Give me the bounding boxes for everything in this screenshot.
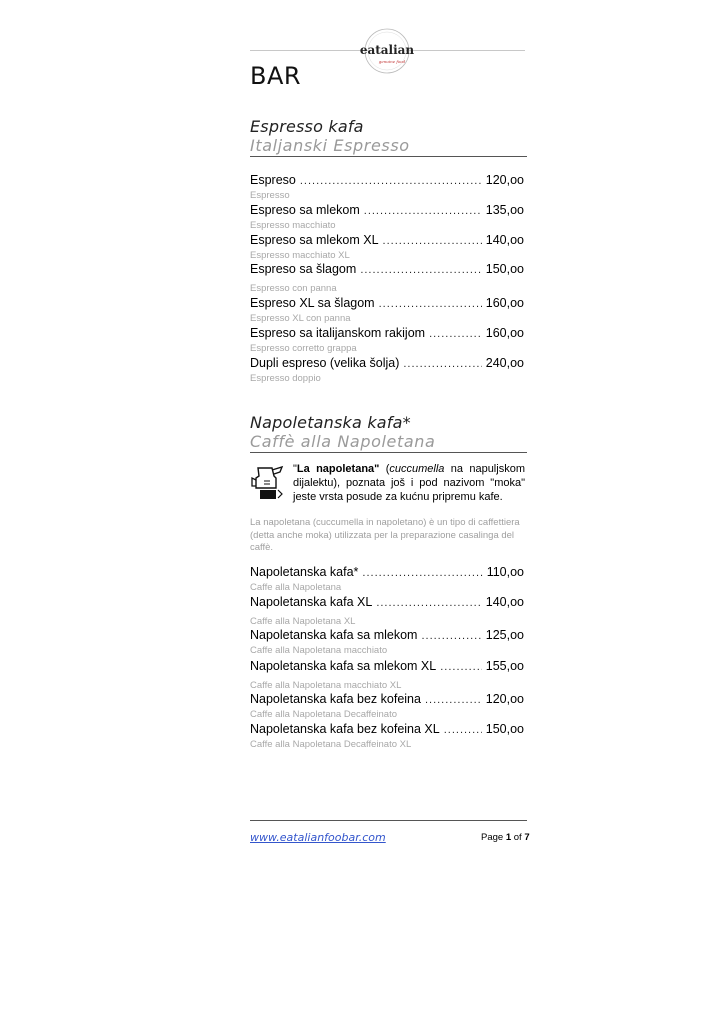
item-italian-name: Caffe alla Napoletana macchiato XL — [250, 680, 402, 691]
item-italian-name: Caffe alla Napoletana macchiato — [250, 645, 388, 656]
menu-item — [250, 628, 524, 657]
footer-rule — [250, 820, 527, 821]
item-price: 160,oo — [485, 326, 524, 340]
menu-item — [250, 722, 524, 751]
item-italian-name: Espresso macchiato — [250, 220, 336, 231]
section-title-napoletana: Napoletanska kafa* — [250, 413, 411, 432]
item-name: Espreso sa italijanskom rakijom — [250, 326, 426, 340]
menu-item — [250, 173, 524, 202]
item-name: Napoletanska kafa sa mlekom — [250, 628, 418, 642]
menu-item — [250, 565, 524, 594]
item-price: 125,oo — [485, 628, 524, 642]
section-subtitle-napoletana: Caffè alla Napoletana — [250, 432, 436, 451]
moka-pot-icon — [250, 464, 286, 502]
napoletana-italian-description: La napoletana (cuccumella in napoletano) è un tipo di caffettiera (detta anche moka) utilizzata per la preparazione casalinga del caffè. — [250, 517, 520, 553]
item-price: 135,oo — [485, 203, 524, 217]
dot-leader — [383, 234, 482, 249]
item-italian-name: Espresso con panna — [250, 283, 337, 294]
item-price: 120,oo — [485, 173, 524, 187]
item-name: Espreso sa mlekom XL — [250, 233, 379, 247]
svg-text:eatalian: eatalian — [359, 43, 415, 57]
logo-mark — [356, 26, 418, 76]
item-name: Espreso sa šlagom — [250, 262, 357, 276]
dot-leader — [376, 596, 481, 611]
menu-item — [250, 233, 524, 262]
dot-leader — [444, 723, 482, 738]
dot-leader — [403, 357, 481, 372]
item-italian-name: Espresso corretto grappa — [250, 343, 357, 354]
item-italian-name: Caffe alla Napoletana XL — [250, 616, 356, 627]
website-link[interactable]: www.eatalianfoobar.com — [250, 831, 386, 844]
eatalian-logo — [356, 26, 418, 76]
dot-leader — [362, 566, 482, 581]
menu-item — [250, 692, 524, 721]
menu-item — [250, 595, 524, 628]
section-rule — [250, 452, 527, 453]
napoletana-description: "La napoletana" (cuccumella na napuljskom dijalektu), poznata još i pod nazivom "moka" jeste vrsta posude za kućnu pripremu kafe. — [293, 463, 525, 503]
menu-item — [250, 262, 524, 295]
section-subtitle-espresso: Italjanski Espresso — [250, 136, 410, 155]
item-name: Espreso XL sa šlagom — [250, 296, 375, 310]
item-name: Napoletanska kafa bez kofeina — [250, 692, 421, 706]
item-name: Espreso — [250, 173, 296, 187]
item-price: 110,oo — [486, 565, 524, 579]
menu-item — [250, 356, 524, 385]
menu-item — [250, 659, 524, 692]
item-name: Dupli espreso (velika šolja) — [250, 356, 400, 370]
item-italian-name: Espresso macchiato XL — [250, 250, 350, 261]
item-italian-name: Caffe alla Napoletana Decaffeinato XL — [250, 739, 412, 750]
item-price: 150,oo — [485, 722, 524, 736]
svg-text:genuine food: genuine food — [378, 59, 406, 64]
item-price: 150,oo — [485, 262, 524, 276]
page-heading: BAR — [250, 62, 302, 90]
dot-leader — [300, 174, 482, 189]
page-indicator: Page 1 of 7 — [481, 832, 530, 843]
item-price: 155,oo — [485, 659, 524, 673]
item-italian-name: Espresso doppio — [250, 373, 321, 384]
item-italian-name: Espresso — [250, 190, 290, 201]
dot-leader — [429, 327, 482, 342]
item-price: 160,oo — [485, 296, 524, 310]
item-name: Napoletanska kafa* — [250, 565, 359, 579]
item-price: 240,oo — [485, 356, 524, 370]
section-rule — [250, 156, 527, 157]
napoletana-note — [250, 462, 527, 504]
item-name: Napoletanska kafa bez kofeina XL — [250, 722, 440, 736]
item-name: Napoletanska kafa sa mlekom XL — [250, 659, 437, 673]
item-price: 140,oo — [485, 595, 524, 609]
item-italian-name: Espresso XL con panna — [250, 313, 351, 324]
item-name: Espreso sa mlekom — [250, 203, 360, 217]
menu-item — [250, 203, 524, 232]
item-italian-name: Caffe alla Napoletana Decaffeinato — [250, 709, 398, 720]
menu-item — [250, 296, 524, 325]
item-price: 120,oo — [485, 692, 524, 706]
section-title-espresso: Espresso kafa — [250, 117, 364, 136]
dot-leader — [364, 204, 482, 219]
item-price: 140,oo — [485, 233, 524, 247]
menu-item — [250, 326, 524, 355]
dot-leader — [421, 629, 481, 644]
dot-leader — [425, 693, 482, 708]
dot-leader — [360, 263, 481, 278]
item-italian-name: Caffe alla Napoletana — [250, 582, 342, 593]
dot-leader — [440, 660, 482, 675]
dot-leader — [379, 297, 482, 312]
item-name: Napoletanska kafa XL — [250, 595, 373, 609]
